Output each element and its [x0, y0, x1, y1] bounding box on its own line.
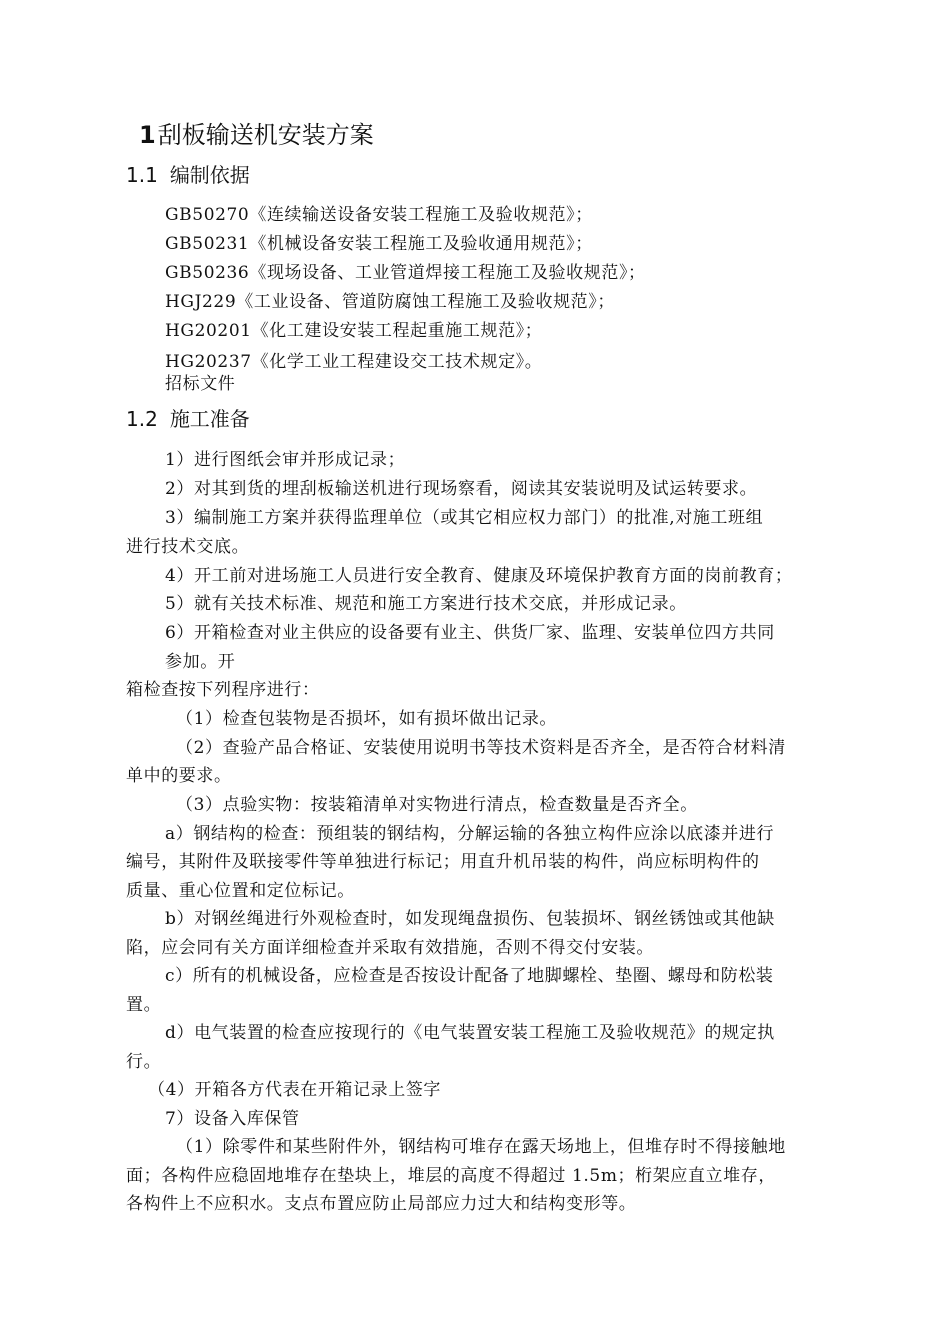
body-line: 行。: [126, 1052, 162, 1072]
title-text: 刮板输送机安装方案: [157, 121, 374, 149]
body-line: （3）点验实物：按装箱清单对实物进行清点，检查数量是否齐全。: [176, 795, 698, 815]
reference-item: GB50270《连续输送设备安装工程施工及验收规范》；: [165, 205, 593, 225]
body-line: d）电气装置的检查应按现行的《电气装置安装工程施工及验收规范》的规定执: [165, 1023, 775, 1043]
body-line: 4）开工前对进场施工人员进行安全教育、健康及环境保护教育方面的岗前教育；: [165, 566, 793, 586]
section-number: 1.1: [126, 163, 158, 187]
reference-item: GB50231《机械设备安装工程施工及验收通用规范》；: [165, 234, 593, 254]
body-line: 1）进行图纸会审并形成记录；: [165, 450, 406, 470]
body-line: 单中的要求。: [126, 766, 232, 786]
section-heading-1-1: [126, 161, 250, 189]
body-line: b）对钢丝绳进行外观检查时，如发现绳盘损伤、包装损坏、钢丝锈蚀或其他缺: [165, 909, 775, 929]
reference-item: 招标文件: [165, 374, 236, 394]
body-line: 箱检查按下列程序进行：: [126, 680, 320, 700]
section-title: 编制依据: [169, 163, 250, 187]
body-line: 3）编制施工方案并获得监理单位（或其它相应权力部门）的批准,对施工班组: [165, 508, 764, 528]
body-line: 面；各构件应稳固地堆存在垫块上，堆层的高度不得超过 1.5m；桁架应直立堆存，: [126, 1166, 776, 1186]
reference-item: HG20201《化工建设安装工程起重施工规范》；: [165, 321, 543, 341]
reference-item: GB50236《现场设备、工业管道焊接工程施工及验收规范》；: [165, 263, 646, 283]
body-line: （1）检查包装物是否损坏，如有损坏做出记录。: [176, 709, 558, 729]
section-number: 1.2: [126, 407, 158, 431]
reference-item: HG20237《化学工业工程建设交工技术规定》。: [165, 352, 543, 372]
section-heading-1-2: [126, 405, 250, 433]
body-line: （1）除零件和某些附件外，钢结构可堆存在露天场地上，但堆存时不得接触地: [176, 1137, 786, 1157]
body-line: 7）设备入库保管: [165, 1109, 300, 1129]
body-line: 5）就有关技术标准、规范和施工方案进行技术交底，并形成记录。: [165, 594, 687, 614]
body-line: c）所有的机械设备，应检查是否按设计配备了地脚螺栓、垫圈、螺母和防松装: [165, 966, 774, 986]
body-line: 2）对其到货的埋刮板输送机进行现场察看，阅读其安装说明及试运转要求。: [165, 479, 758, 499]
body-line: 质量、重心位置和定位标记。: [126, 881, 355, 901]
body-line: 进行技术交底。: [126, 537, 250, 557]
body-line: 陷，应会同有关方面详细检查并采取有效措施，否则不得交付安装。: [126, 938, 654, 958]
section-title: 施工准备: [169, 407, 250, 431]
document-title: [139, 118, 374, 152]
body-line: （2）查验产品合格证、安装使用说明书等技术资料是否齐全，是否符合材料清: [176, 738, 786, 758]
body-line: 6）开箱检查对业主供应的设备要有业主、供货厂家、监理、安装单位四方共同: [165, 623, 775, 643]
body-line: 各构件上不应积水。支点布置应防止局部应力过大和结构变形等。: [126, 1194, 637, 1214]
body-line: a）钢结构的检查：预组装的钢结构，分解运输的各独立构件应涂以底漆并进行: [165, 824, 775, 844]
body-line: 编号，其附件及联接零件等单独进行标记；用直升机吊装的构件，尚应标明构件的: [126, 852, 760, 872]
body-line: 参加。开: [165, 652, 236, 672]
reference-item: HGJ229《工业设备、管道防腐蚀工程施工及验收规范》；: [165, 292, 615, 312]
body-line: （4）开箱各方代表在开箱记录上签字: [148, 1080, 442, 1100]
body-line: 置。: [126, 995, 162, 1015]
title-number: 1: [139, 121, 156, 149]
